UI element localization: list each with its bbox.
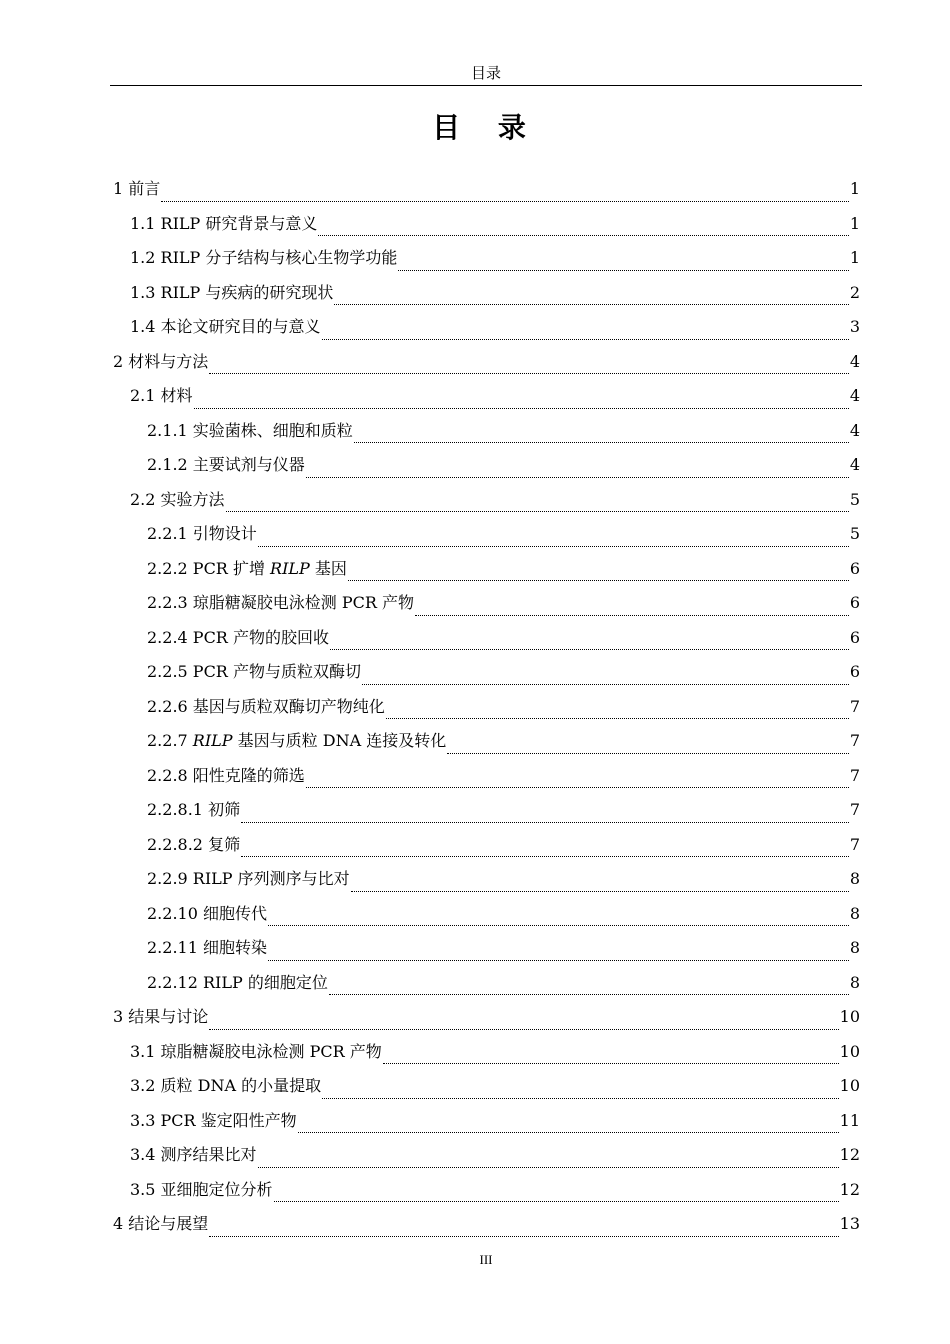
toc-entry-page: 7 <box>849 800 860 820</box>
dot-leader <box>330 649 849 650</box>
toc-entry-title: 2.2.8.2 复筛 <box>147 834 241 854</box>
toc-entry-title: 2.2.11 细胞转染 <box>147 938 267 958</box>
toc-entry-title: 2.1.2 主要试剂与仪器 <box>147 455 305 475</box>
toc-entry-page: 7 <box>849 765 860 785</box>
toc-entry-page: 8 <box>849 869 860 889</box>
dot-leader <box>318 235 848 236</box>
toc-entry[interactable] <box>113 1173 860 1208</box>
toc-entry[interactable] <box>113 1138 860 1173</box>
page-title: 目 录 <box>432 111 540 144</box>
page-number: III <box>479 1252 493 1267</box>
toc-entry-page: 10 <box>839 1041 860 1061</box>
toc-entry-page: 10 <box>839 1007 860 1027</box>
dot-leader <box>209 1029 838 1030</box>
toc-entry[interactable] <box>113 552 860 587</box>
toc-entry-title: 2.2.9 RILP 序列测序与比对 <box>147 869 350 889</box>
toc-entry[interactable] <box>113 207 860 242</box>
toc-entry[interactable] <box>113 1207 860 1242</box>
header-rule <box>110 85 862 86</box>
dot-leader <box>274 1201 839 1202</box>
toc-entry[interactable] <box>113 379 860 414</box>
toc-entry-page: 8 <box>849 938 860 958</box>
dot-leader <box>268 925 849 926</box>
toc-entry-title: 3.2 质粒 DNA 的小量提取 <box>130 1076 322 1096</box>
dot-leader <box>241 822 849 823</box>
toc-entry[interactable] <box>113 862 860 897</box>
toc-entry-title: 3.5 亚细胞定位分析 <box>130 1179 273 1199</box>
toc-entry-page: 1 <box>849 248 860 268</box>
toc-entry-title: 2.2.2 PCR 扩增 RILP 基因 <box>147 558 347 578</box>
toc-entry[interactable] <box>113 345 860 380</box>
dot-leader <box>209 373 849 374</box>
toc-entry[interactable] <box>113 241 860 276</box>
toc-entry[interactable] <box>113 690 860 725</box>
dot-leader <box>194 408 849 409</box>
toc-entry-page: 1 <box>849 179 860 199</box>
dot-leader <box>241 856 849 857</box>
toc-entry[interactable] <box>113 931 860 966</box>
toc-entry-page: 5 <box>849 524 860 544</box>
toc-entry[interactable] <box>113 724 860 759</box>
toc-entry-page: 6 <box>849 558 860 578</box>
toc-entry-page: 7 <box>849 731 860 751</box>
toc-entry-title: 2.2.5 PCR 产物与质粒双酶切 <box>147 662 361 682</box>
toc-entry-page: 6 <box>849 593 860 613</box>
toc-entry-title: 1.1 RILP 研究背景与意义 <box>130 213 318 233</box>
toc-entry-page: 4 <box>849 455 860 475</box>
dot-leader <box>306 477 849 478</box>
toc-entry-title: 2.2.6 基因与质粒双酶切产物纯化 <box>147 696 385 716</box>
toc-entry[interactable] <box>113 966 860 1001</box>
toc-entry-title: 2.2.4 PCR 产物的胶回收 <box>147 627 329 647</box>
toc-entry-title: 2.2.3 琼脂糖凝胶电泳检测 PCR 产物 <box>147 593 415 613</box>
toc-entry-page: 6 <box>849 627 860 647</box>
toc-entry-title: 1.2 RILP 分子结构与核心生物学功能 <box>130 248 398 268</box>
toc-entry-page: 7 <box>849 696 860 716</box>
toc-entry-page: 3 <box>849 317 860 337</box>
toc-entry-title: 2.1.1 实验菌株、细胞和质粒 <box>147 420 353 440</box>
dot-leader <box>258 546 849 547</box>
toc-entry[interactable] <box>113 897 860 932</box>
toc-entry[interactable] <box>113 655 860 690</box>
toc-entry[interactable] <box>113 483 860 518</box>
toc-entry-title: 2.2.1 引物设计 <box>147 524 257 544</box>
dot-leader <box>383 1063 839 1064</box>
dot-leader <box>322 339 849 340</box>
dot-leader <box>334 304 848 305</box>
dot-leader <box>268 960 849 961</box>
toc-entry-page: 10 <box>839 1076 860 1096</box>
dot-leader <box>447 753 849 754</box>
toc-entry-title: 2.2.10 细胞传代 <box>147 903 267 923</box>
toc-entry-title: 3.4 测序结果比对 <box>130 1145 257 1165</box>
toc-entry-page: 1 <box>849 213 860 233</box>
toc-entry[interactable] <box>113 828 860 863</box>
dot-leader <box>226 511 849 512</box>
toc-entry[interactable] <box>113 1104 860 1139</box>
running-header: 目录 <box>470 64 501 82</box>
toc-entry-title: 2.2.8 阳性克隆的筛选 <box>147 765 305 785</box>
toc-entry-page: 8 <box>849 903 860 923</box>
dot-leader <box>306 787 849 788</box>
toc-entry[interactable] <box>113 586 860 621</box>
toc-entry-title: 2.2.7 RILP 基因与质粒 DNA 连接及转化 <box>147 731 447 751</box>
dot-leader <box>351 891 849 892</box>
toc-entry-page: 11 <box>839 1110 860 1130</box>
toc-entry-title: 1.4 本论文研究目的与意义 <box>130 317 321 337</box>
dot-leader <box>322 1098 839 1099</box>
toc-entry[interactable] <box>113 1000 860 1035</box>
toc-entry[interactable] <box>113 793 860 828</box>
toc-entry-page: 4 <box>849 351 860 371</box>
toc-entry-page: 5 <box>849 489 860 509</box>
toc-entry-page: 6 <box>849 662 860 682</box>
toc-entry[interactable] <box>113 1035 860 1070</box>
toc-entry-title: 2 材料与方法 <box>113 351 209 371</box>
toc-entry-title: 4 结论与展望 <box>113 1214 209 1234</box>
table-of-contents <box>113 172 860 1242</box>
dot-leader <box>415 615 849 616</box>
toc-entry-page: 12 <box>839 1179 860 1199</box>
toc-entry-title: 2.2.8.1 初筛 <box>147 800 241 820</box>
toc-entry[interactable] <box>113 621 860 656</box>
dot-leader <box>398 270 848 271</box>
toc-entry-page: 7 <box>849 834 860 854</box>
toc-entry-title: 3 结果与讨论 <box>113 1007 209 1027</box>
toc-entry[interactable] <box>113 414 860 449</box>
dot-leader <box>329 994 849 995</box>
dot-leader <box>258 1167 839 1168</box>
toc-entry-page: 4 <box>849 386 860 406</box>
toc-entry-title: 1 前言 <box>113 179 161 199</box>
dot-leader <box>209 1236 838 1237</box>
toc-entry[interactable] <box>113 759 860 794</box>
toc-entry-title: 2.2.12 RILP 的细胞定位 <box>147 972 328 992</box>
toc-entry-title: 3.1 琼脂糖凝胶电泳检测 PCR 产物 <box>130 1041 382 1061</box>
toc-entry[interactable] <box>113 517 860 552</box>
toc-entry-page: 4 <box>849 420 860 440</box>
toc-entry[interactable] <box>113 448 860 483</box>
dot-leader <box>298 1132 839 1133</box>
dot-leader <box>354 442 849 443</box>
toc-entry-page: 8 <box>849 972 860 992</box>
toc-entry-title: 2.2 实验方法 <box>130 489 225 509</box>
dot-leader <box>348 580 849 581</box>
toc-entry-page: 2 <box>849 282 860 302</box>
toc-entry-page: 13 <box>839 1214 860 1234</box>
toc-entry-title: 2.1 材料 <box>130 386 193 406</box>
dot-leader <box>362 684 849 685</box>
dot-leader <box>161 201 849 202</box>
toc-entry[interactable] <box>113 172 860 207</box>
toc-entry-title: 3.3 PCR 鉴定阳性产物 <box>130 1110 297 1130</box>
toc-entry[interactable] <box>113 276 860 311</box>
toc-entry[interactable] <box>113 310 860 345</box>
toc-entry[interactable] <box>113 1069 860 1104</box>
toc-entry-title: 1.3 RILP 与疾病的研究现状 <box>130 282 334 302</box>
dot-leader <box>386 718 849 719</box>
toc-entry-page: 12 <box>839 1145 860 1165</box>
